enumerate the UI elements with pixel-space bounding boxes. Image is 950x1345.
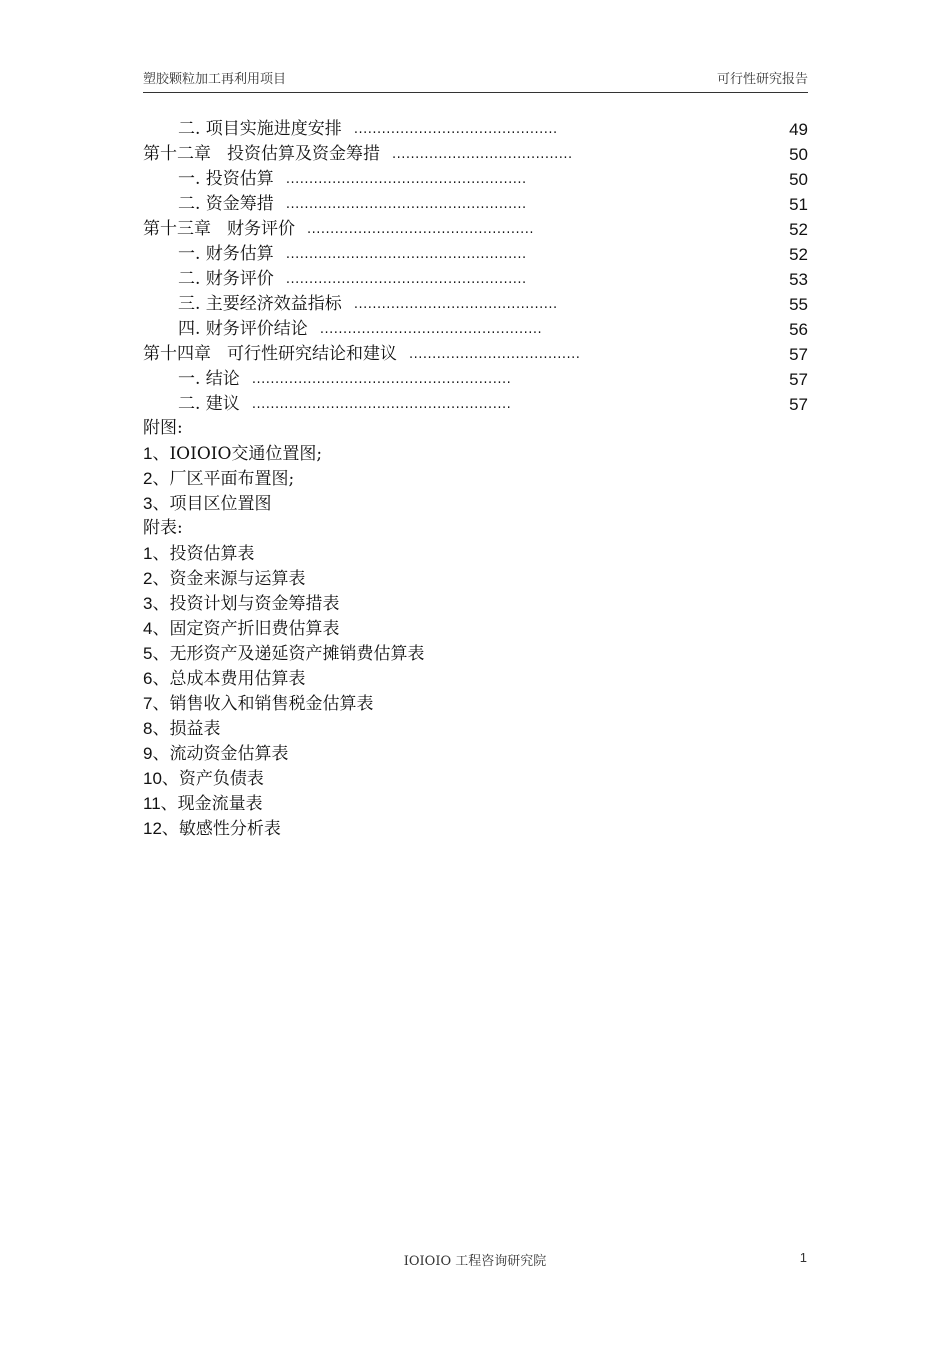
toc-leader-dots: ............................................ <box>353 297 558 312</box>
list-item-number: 1 <box>143 544 153 563</box>
header-project-title: 塑胶颗粒加工再利用项目 <box>143 72 287 87</box>
list-item-text: 总成本费用估算表 <box>169 669 306 689</box>
toc-chapter-title: 可行性研究结论和建议 <box>227 344 397 364</box>
list-item-separator: 、 <box>152 544 170 564</box>
toc-chapter-label: 第十二章 <box>143 144 211 164</box>
toc-page-number: 49 <box>789 120 808 139</box>
list-item-number: 3 <box>143 594 153 613</box>
toc-entry-title <box>143 217 295 242</box>
list-item-number: 10 <box>143 769 162 788</box>
list-item-separator: 、 <box>161 769 179 789</box>
toc-section-row[interactable] <box>143 267 808 292</box>
list-item-separator: 、 <box>152 694 170 714</box>
toc-section-row[interactable] <box>143 192 808 217</box>
toc-section-row[interactable] <box>143 392 808 417</box>
appendix-table-item <box>143 566 808 591</box>
list-item-number: 5 <box>143 644 153 663</box>
list-item-separator: 、 <box>152 494 170 514</box>
page-footer <box>0 1250 950 1270</box>
toc-entry-title: 四. 财务评价结论 <box>178 319 308 339</box>
toc-section-row[interactable] <box>143 117 808 142</box>
table-of-contents <box>143 117 808 417</box>
toc-section-row[interactable] <box>143 317 808 342</box>
toc-leader-dots: ..................................... <box>409 347 581 362</box>
list-item-separator: 、 <box>152 644 170 664</box>
list-item-text: IOIOIO交通位置图; <box>169 444 323 464</box>
list-item-number: 3 <box>143 494 153 513</box>
list-item-number: 8 <box>143 719 153 738</box>
list-item-separator: 、 <box>160 794 178 814</box>
toc-chapter-row[interactable] <box>143 217 808 242</box>
appendix-table-item <box>143 616 808 641</box>
appendix-table-item <box>143 591 808 616</box>
toc-page-number: 52 <box>789 245 808 264</box>
toc-entry-title <box>143 142 380 167</box>
list-item-separator: 、 <box>161 819 179 839</box>
appendix-figure-item <box>143 441 808 466</box>
appendix-lists <box>143 416 808 841</box>
toc-entry-title: 二. 财务评价 <box>178 269 274 289</box>
list-item-number: 12 <box>143 819 162 838</box>
list-item-separator: 、 <box>152 594 170 614</box>
list-item-text: 损益表 <box>169 719 221 739</box>
appendix-table-item <box>143 716 808 741</box>
toc-entry-title: 三. 主要经济效益指标 <box>178 294 342 314</box>
list-item-separator: 、 <box>152 719 170 739</box>
toc-leader-dots: ............................................ <box>353 122 558 137</box>
toc-page-number: 57 <box>789 345 808 364</box>
toc-leader-dots: .................................................... <box>285 272 527 287</box>
list-item-number: 11 <box>143 794 161 813</box>
toc-leader-dots: .................................................... <box>285 247 527 262</box>
toc-chapter-title: 财务评价 <box>227 219 295 239</box>
list-item-text: 敏感性分析表 <box>178 819 281 839</box>
footer-page-number: 1 <box>799 1250 807 1265</box>
toc-chapter-label: 第十四章 <box>143 344 211 364</box>
header-report-type: 可行性研究报告 <box>716 72 808 87</box>
page-header <box>143 62 808 93</box>
appendix-table-item <box>143 816 808 841</box>
toc-page-number: 57 <box>789 395 808 414</box>
list-item-number: 2 <box>143 569 153 588</box>
list-item-text: 投资计划与资金筹措表 <box>169 594 340 614</box>
list-item-text: 现金流量表 <box>177 794 263 814</box>
list-item-number: 2 <box>143 469 153 488</box>
appendix-table-item <box>143 766 808 791</box>
list-item-text: 投资估算表 <box>169 544 255 564</box>
toc-chapter-row[interactable] <box>143 142 808 167</box>
list-item-separator: 、 <box>152 744 170 764</box>
list-item-text: 资金来源与运算表 <box>169 569 306 589</box>
toc-entry-title: 二. 建议 <box>178 394 240 414</box>
toc-leader-dots: ........................................................ <box>251 372 512 387</box>
toc-leader-dots: ................................................ <box>319 322 543 337</box>
toc-page-number: 56 <box>789 320 808 339</box>
list-item-separator: 、 <box>152 669 170 689</box>
toc-page-number: 50 <box>789 170 808 189</box>
list-item-number: 1 <box>143 444 153 463</box>
appendix-figure-item <box>143 491 808 516</box>
list-item-number: 7 <box>143 694 153 713</box>
list-item-number: 6 <box>143 669 153 688</box>
toc-entry-title: 一. 结论 <box>178 369 240 389</box>
toc-leader-dots: .................................................... <box>285 172 527 187</box>
appendix-table-item <box>143 691 808 716</box>
toc-section-row[interactable] <box>143 292 808 317</box>
appendix-table-item <box>143 741 808 766</box>
list-item-text: 固定资产折旧费估算表 <box>169 619 340 639</box>
appendix-table-item <box>143 541 808 566</box>
list-item-number: 9 <box>143 744 153 763</box>
toc-entry-title: 一. 投资估算 <box>178 169 274 189</box>
appendix-table-item <box>143 666 808 691</box>
list-item-text: 资产负债表 <box>178 769 264 789</box>
toc-leader-dots: ....................................... <box>392 147 573 162</box>
appendix-table-item <box>143 791 808 816</box>
appendix-table-item <box>143 641 808 666</box>
toc-entry-title: 二. 资金筹措 <box>178 194 274 214</box>
list-item-separator: 、 <box>152 569 170 589</box>
toc-page-number: 57 <box>789 370 808 389</box>
list-item-separator: 、 <box>152 444 170 464</box>
list-item-text: 项目区位置图 <box>169 494 272 514</box>
toc-entry-title: 一. 财务估算 <box>178 244 274 264</box>
toc-section-row[interactable] <box>143 367 808 392</box>
toc-page-number: 50 <box>789 145 808 164</box>
toc-section-row[interactable] <box>143 167 808 192</box>
toc-page-number: 55 <box>789 295 808 314</box>
toc-chapter-title: 投资估算及资金筹措 <box>227 144 380 164</box>
toc-chapter-row[interactable] <box>143 342 808 367</box>
list-item-text: 无形资产及递延资产摊销费估算表 <box>169 644 425 664</box>
list-item-text: 流动资金估算表 <box>169 744 289 764</box>
toc-page-number: 51 <box>789 195 808 214</box>
list-item-text: 厂区平面布置图; <box>169 469 295 489</box>
appendix-figures-heading: 附图: <box>143 418 183 438</box>
toc-chapter-label: 第十三章 <box>143 219 211 239</box>
list-item-separator: 、 <box>152 619 170 639</box>
toc-leader-dots: ........................................................ <box>251 397 512 412</box>
toc-leader-dots: .................................................... <box>285 197 527 212</box>
toc-page-number: 53 <box>789 270 808 289</box>
toc-section-row[interactable] <box>143 242 808 267</box>
toc-entry-title: 二. 项目实施进度安排 <box>178 119 342 139</box>
appendix-tables-heading: 附表: <box>143 518 183 538</box>
footer-institute: IOIOIO 工程咨询研究院 <box>403 1254 547 1269</box>
toc-entry-title <box>143 342 397 367</box>
toc-page-number: 52 <box>789 220 808 239</box>
appendix-figure-item <box>143 466 808 491</box>
list-item-text: 销售收入和销售税金估算表 <box>169 694 374 714</box>
toc-leader-dots: ................................................. <box>307 222 534 237</box>
list-item-number: 4 <box>143 619 153 638</box>
list-item-separator: 、 <box>152 469 170 489</box>
